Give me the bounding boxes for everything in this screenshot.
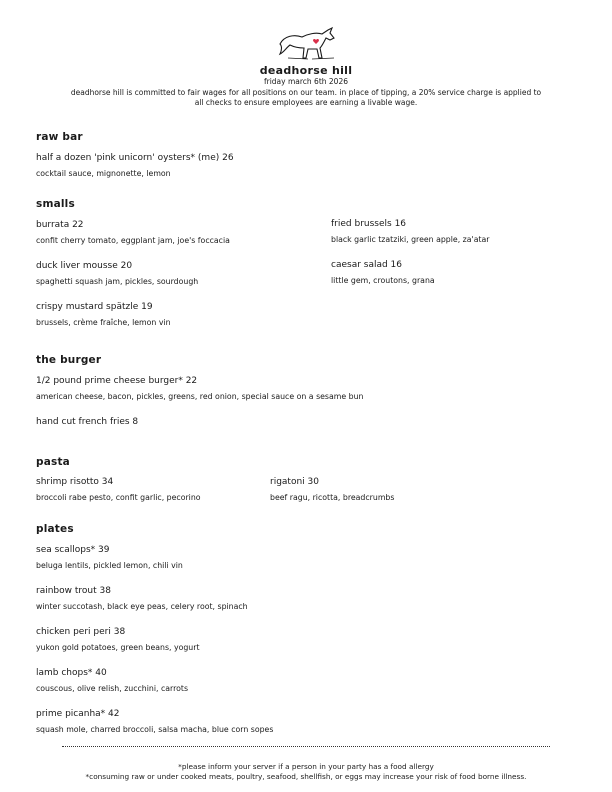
wage-notice-line-1: deadhorse hill is committed to fair wages for all positions on our team. in place of tipping, a 20% service charge is applied to <box>70 88 542 97</box>
section-title-plates: plates <box>36 523 74 535</box>
menu-item-name: burrata 22 <box>36 220 84 230</box>
menu-item-name: chicken peri peri 38 <box>36 627 126 637</box>
menu-item-name: shrimp risotto 34 <box>36 477 114 487</box>
footer-divider <box>62 746 550 747</box>
menu-item-name: crispy mustard spätzle 19 <box>36 302 153 312</box>
menu-item-desc: brussels, crème fraîche, lemon vin <box>36 318 171 327</box>
wage-notice-line-2: all checks to ensure employees are earning a livable wage. <box>194 98 418 107</box>
menu-item-name: lamb chops* 40 <box>36 668 107 678</box>
menu-item-desc: beef ragu, ricotta, breadcrumbs <box>270 493 395 502</box>
section-title-smalls: smalls <box>36 198 75 210</box>
menu-item-desc: black garlic tzatziki, green apple, za'atar <box>331 235 490 244</box>
menu-item-name: sea scallops* 39 <box>36 545 110 555</box>
menu-item-desc: winter succotash, black eye peas, celery root, spinach <box>36 602 248 611</box>
section-title-pasta: pasta <box>36 456 70 468</box>
section-title-burger: the burger <box>36 354 102 366</box>
wage-notice <box>0 88 612 108</box>
menu-item-name: caesar salad 16 <box>331 260 403 270</box>
menu-item-desc: little gem, croutons, grana <box>331 276 435 285</box>
horse-logo-icon <box>272 24 342 64</box>
menu-item-name: rainbow trout 38 <box>36 586 111 596</box>
menu-item-desc: spaghetti squash jam, pickles, sourdough <box>36 277 199 286</box>
menu-item-desc: broccoli rabe pesto, confit garlic, pecorino <box>36 493 201 502</box>
menu-item-desc: squash mole, charred broccoli, salsa macha, blue corn sopes <box>36 725 274 734</box>
menu-item-name: 1/2 pound prime cheese burger* 22 <box>36 376 198 386</box>
menu-item-name: duck liver mousse 20 <box>36 261 133 271</box>
menu-item-name: fried brussels 16 <box>331 219 407 229</box>
raw-food-warning: *consuming raw or under cooked meats, poultry, seafood, shellfish, or eggs may increase your risk of food borne illness. <box>85 772 527 781</box>
menu-item-name: prime picanha* 42 <box>36 709 120 719</box>
menu-item-name: half a dozen 'pink unicorn' oysters* (me) 26 <box>36 153 234 163</box>
section-title-raw-bar: raw bar <box>36 131 83 143</box>
menu-item-name: rigatoni 30 <box>270 477 319 487</box>
menu-item-desc: beluga lentils, pickled lemon, chili vin <box>36 561 183 570</box>
menu-item-name: hand cut french fries 8 <box>36 417 139 427</box>
menu-date: friday march 6th 2026 <box>263 77 348 86</box>
menu-item-desc: couscous, olive relish, zucchini, carrots <box>36 684 189 693</box>
menu-item-desc: american cheese, bacon, pickles, greens, red onion, special sauce on a sesame bun <box>36 392 364 401</box>
menu-item-desc: yukon gold potatoes, green beans, yogurt <box>36 643 200 652</box>
menu-item-desc: confit cherry tomato, eggplant jam, joe's foccacia <box>36 236 230 245</box>
allergy-notice: *please inform your server if a person in your party has a food allergy <box>178 762 434 771</box>
menu-item-desc: cocktail sauce, mignonette, lemon <box>36 169 171 178</box>
restaurant-name: deadhorse hill <box>259 64 353 77</box>
